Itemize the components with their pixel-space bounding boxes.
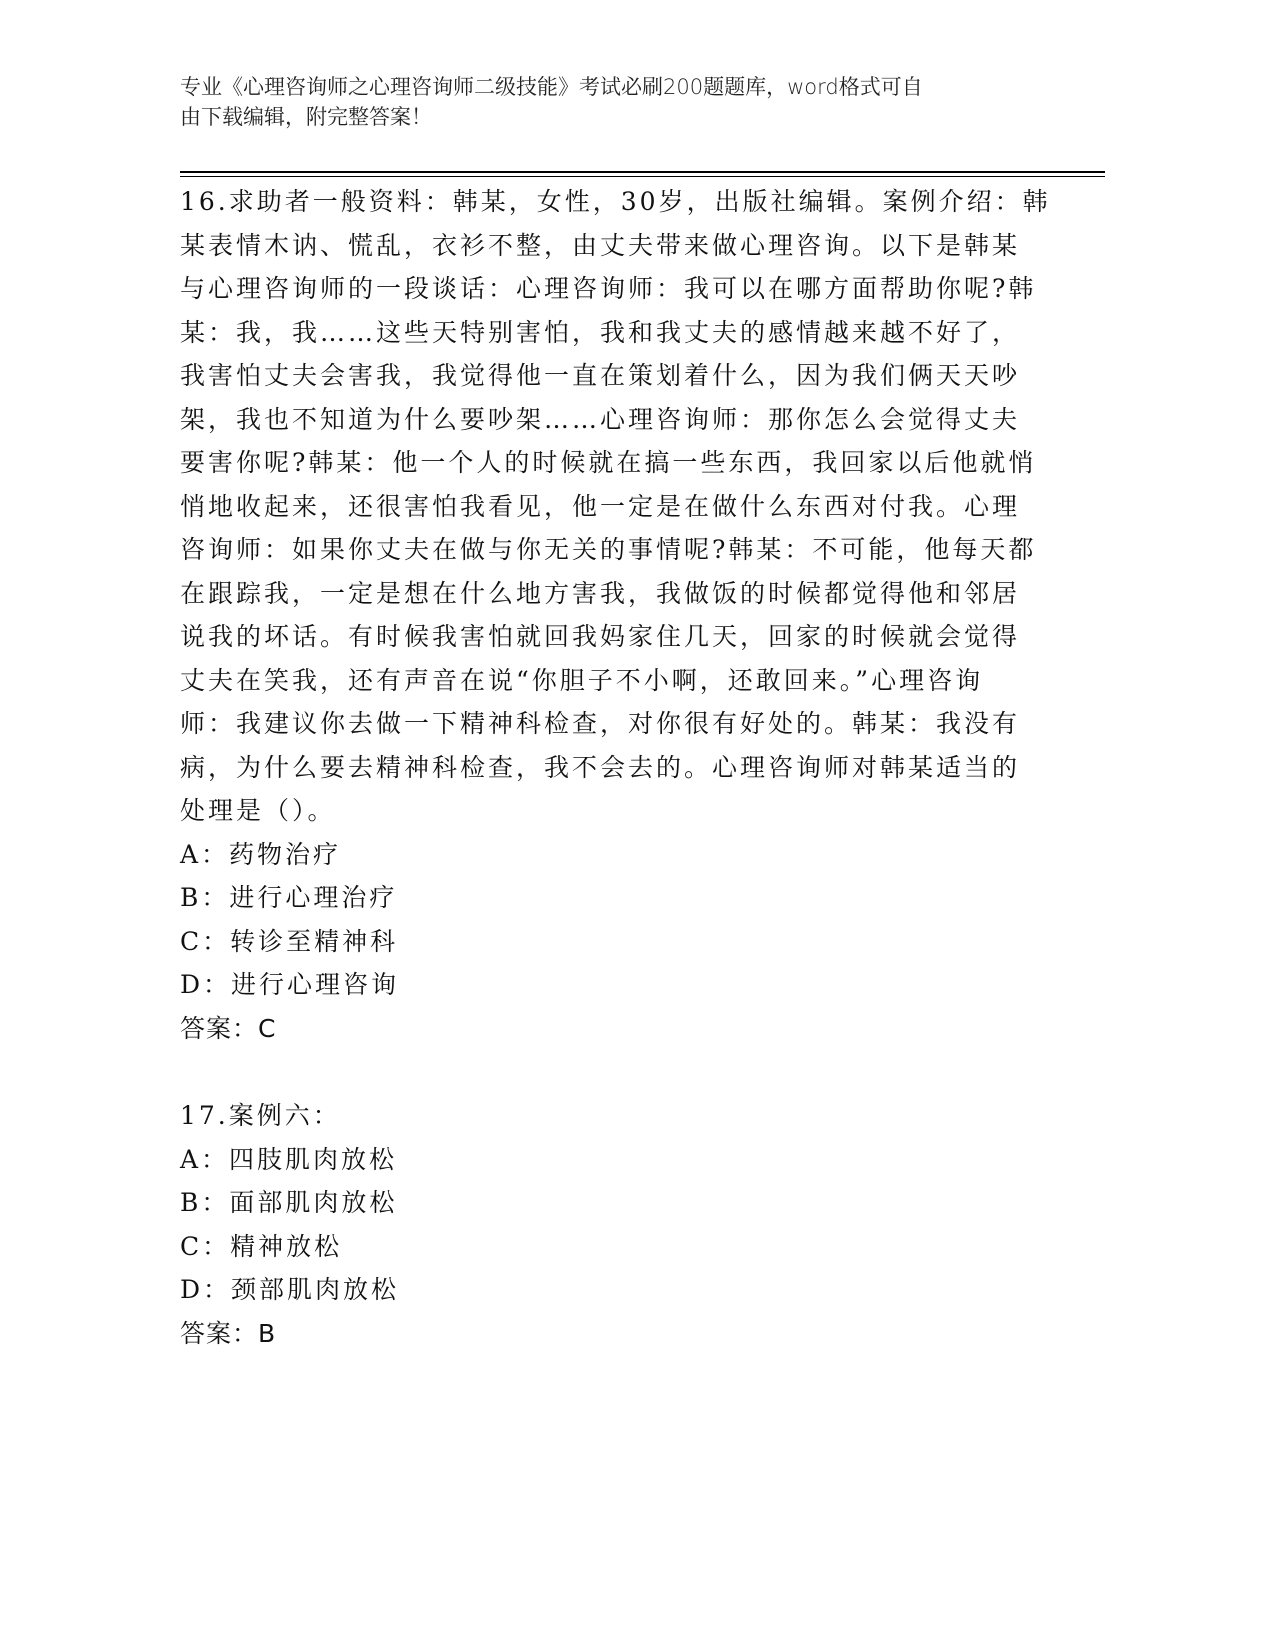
header-divider xyxy=(180,171,1105,173)
question-stem-line: 架，我也不知道为什么要吵架……心理咨询师：那你怎么会觉得丈夫 xyxy=(180,404,1021,434)
question-17 xyxy=(180,1094,399,1355)
question-stem-line: 某：我，我……这些天特别害怕，我和我丈夫的感情越来越不好了， xyxy=(180,317,1021,347)
option-b: B：进行心理治疗 xyxy=(180,883,398,912)
header-divider xyxy=(180,176,1105,177)
option-c: C：精神放松 xyxy=(180,1231,343,1261)
question-stem-line: 在跟踪我，一定是想在什么地方害我，我做饭的时候都觉得他和邻居 xyxy=(180,578,1021,608)
option-d: D：颈部肌肉放松 xyxy=(180,1275,400,1304)
option-c: C：转诊至精神科 xyxy=(180,926,399,956)
answer: 答案：C xyxy=(180,1013,277,1043)
question-stem-line: 16.求助者一般资料：韩某，女性，30岁，出版社编辑。案例介绍：韩 xyxy=(180,187,1051,216)
option-d: D：进行心理咨询 xyxy=(180,970,400,999)
answer: 答案：B xyxy=(180,1318,277,1348)
header-line: 专业《心理咨询师之心理咨询师二级技能》考试必刷200题题库，word格式可自 xyxy=(180,75,923,99)
header-line: 由下载编辑，附完整答案！ xyxy=(180,105,432,129)
option-a: A：四肢肌肉放松 xyxy=(180,1144,398,1174)
question-stem-line: 师：我建议你去做一下精神科检查，对你很有好处的。韩某：我没有 xyxy=(180,709,1021,738)
question-stem-line: 病，为什么要去精神科检查，我不会去的。心理咨询师对韩某适当的 xyxy=(180,752,1021,782)
document-header xyxy=(180,72,1040,132)
question-stem-line: 丈夫在笑我，还有声音在说“你胆子不小啊，还敢回来。”心理咨询 xyxy=(180,665,984,695)
question-stem-line: 悄地收起来，还很害怕我看见，他一定是在做什么东西对付我。心理 xyxy=(180,491,1021,521)
question-stem-line: 17.案例六： xyxy=(180,1101,341,1130)
question-stem-line: 某表情木讷、慌乱，衣衫不整，由丈夫带来做心理咨询。以下是韩某 xyxy=(180,230,1021,260)
option-a: A：药物治疗 xyxy=(180,839,342,869)
option-b: B：面部肌肉放松 xyxy=(180,1188,398,1217)
question-stem-line: 我害怕丈夫会害我，我觉得他一直在策划着什么，因为我们俩天天吵 xyxy=(180,361,1021,390)
question-stem-line: 说我的坏话。有时候我害怕就回我妈家住几天，回家的时候就会觉得 xyxy=(180,622,1021,651)
question-16 xyxy=(180,180,1051,1050)
question-stem-line: 要害你呢?韩某：他一个人的时候就在搞一些东西，我回家以后他就悄 xyxy=(180,448,1037,477)
question-stem-line: 与心理咨询师的一段谈话：心理咨询师：我可以在哪方面帮助你呢?韩 xyxy=(180,274,1037,303)
question-stem-line: 咨询师：如果你丈夫在做与你无关的事情呢?韩某：不可能，他每天都 xyxy=(180,535,1037,564)
question-stem-line: 处理是（）。 xyxy=(180,796,336,825)
